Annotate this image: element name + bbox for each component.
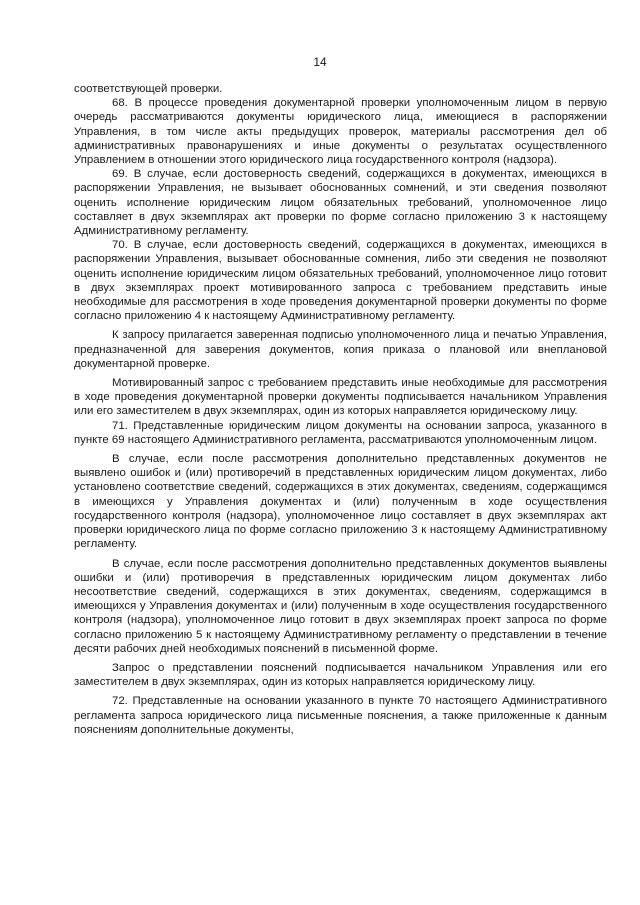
paragraph-71-signature: Запрос о представлении пояснений подписывается начальником Управления или его заместителем в двух экземплярах, один из которых направляется юридическому лицу.	[74, 661, 607, 689]
document-body	[74, 82, 607, 737]
paragraph-71-no-errors: В случае, если после рассмотрения дополнительно представленных документов не выявлено ошибок и (или) противоречий в представленных юридическим лицом документах, либо установлено соответствие сведений, содержащихся в этих документах, сведениям, содержащимся в имеющихся у Управления документах и (или) полученным в ходе осуществления государственного контроля (надзора), уполномоченное лицо составляет в двух экземплярах акт проверки юридического лица по форме согласно приложению 3 к настоящему Административному регламенту.	[74, 453, 607, 551]
paragraph-continuation: соответствующей проверки.	[74, 83, 223, 95]
paragraph-71: 71. Представленные юридическим лицом документы на основании запроса, указанного в пункте 69 настоящего Административного регламента, рассматриваются уполномоченным лицом.	[74, 419, 607, 446]
paragraph-70-attachment: К запросу прилагается заверенная подписью уполномоченного лица и печатью Управления, предназначенной для заверения документов, копия приказа о плановой или внеплановой документарной проверке.	[74, 329, 607, 370]
paragraph-71-errors: В случае, если после рассмотрения дополнительно представленных документов выявлены ошибки и (или) противоречия в представленных юридическим лицом документах либо несоответствие сведений, содержащихся в этих документах, сведениям, содержащимся в имеющихся у Управления документах и (или) полученным в ходе осуществления государственного контроля (надзора), уполномоченное лицо готовит в двух экземплярах проект запроса по форме согласно приложению 5 к настоящему Административному регламенту о представлении в течение десяти рабочих дней необходимых пояснений в письменной форме.	[74, 557, 607, 655]
paragraph-72: 72. Представленные на основании указанного в пункте 70 настоящего Административного регламента запроса юридического лица письменные пояснения, а также приложенные к данным пояснениям дополнительные документы,	[74, 695, 607, 736]
paragraph-69: 69. В случае, если достоверность сведений, содержащихся в документах, имеющихся в распоряжении Управления, не вызывает обоснованных сомнений, и эти сведения позволяют оценить исполнение юридическим лицом обязательных требований, уполномоченное лицо составляет в двух экземплярах акт проверки по форме согласно приложению 3 к настоящему Административному регламенту.	[74, 168, 607, 238]
paragraph-70-request: Мотивированный запрос с требованием представить иные необходимые для рассмотрения в ходе проведения документарной проверки документы подписывается начальником Управления или его заместителем в двух экземплярах, один из которых направляется юридическому лицу.	[74, 377, 607, 418]
paragraph-70: 70. В случае, если достоверность сведений, содержащихся в документах, имеющихся в распоряжении Управления, вызывает обоснованные сомнения, либо эти сведения не позволяют оценить исполнение юридическим лицом обязательных требований, уполномоченное лицо готовит в двух экземплярах проект мотивированного запроса с требованием представить иные необходимые для рассмотрения в ходе проведения документарной проверки документы по форме согласно приложению 4 к настоящему Административному регламенту.	[74, 239, 607, 323]
paragraph-68: 68. В процессе проведения документарной проверки уполномоченным лицом в первую очередь рассматриваются документы юридического лица, имеющиеся в распоряжении Управления, в том числе акты предыдущих проверок, материалы рассмотрения дел об административных правонарушениях и иные документы о результатах осуществленного Управлением в отношении этого юридического лица государственного контроля (надзора).	[74, 97, 607, 167]
page-number: 14	[313, 55, 327, 69]
